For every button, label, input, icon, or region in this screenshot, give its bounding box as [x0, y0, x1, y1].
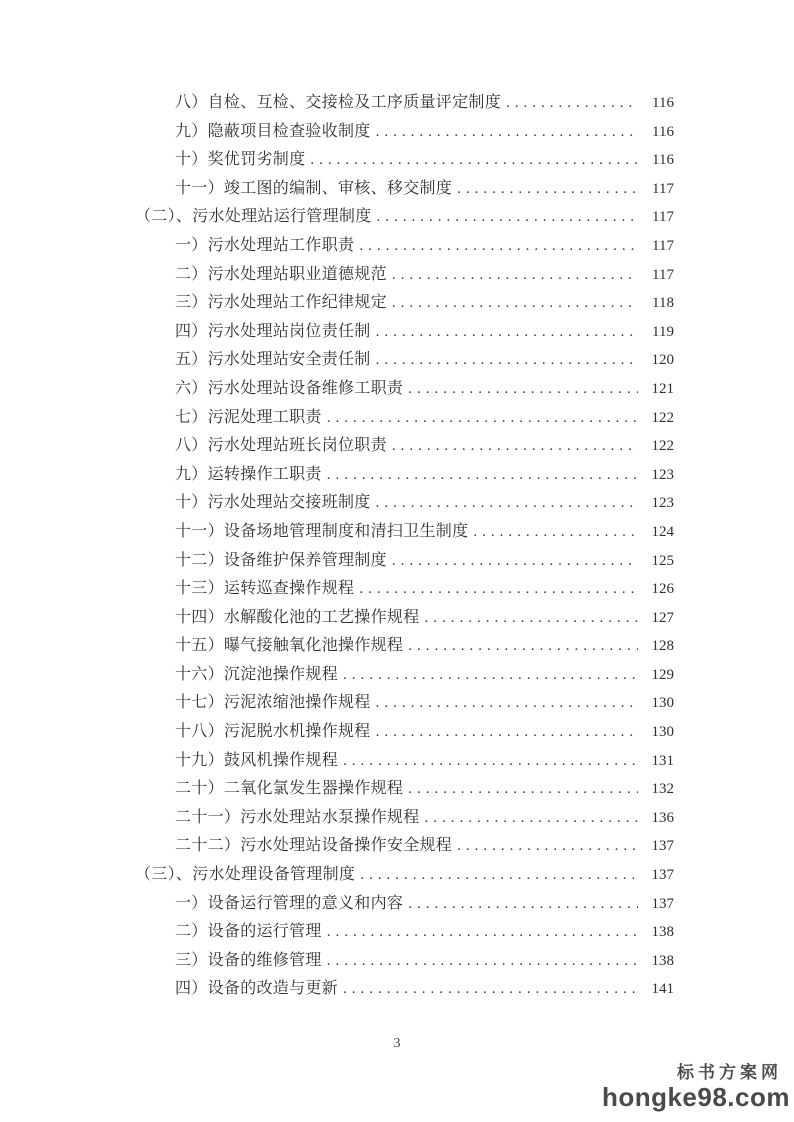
- toc-entry-label: 八）自检、互检、交接检及工序质量评定制度: [175, 94, 502, 111]
- dot-leader: [371, 346, 638, 375]
- toc-entry-label: 十六）沉淀池操作规程: [175, 665, 339, 683]
- dot-leader: [371, 718, 638, 747]
- dot-leader: [387, 261, 638, 290]
- toc-entry[interactable]: [135, 632, 674, 661]
- toc-entry[interactable]: [135, 432, 674, 461]
- toc-entry-page: 137: [651, 838, 674, 855]
- toc-entry-label: 十五）曝气接触氧化池操作规程: [175, 637, 404, 655]
- toc-entry-label: 九）运转操作工职责: [175, 465, 322, 483]
- dot-leader: [371, 489, 638, 518]
- toc-entry-label: 一）设备运行管理的意义和内容: [175, 894, 404, 912]
- toc-entry[interactable]: [135, 175, 674, 204]
- toc-entry[interactable]: [135, 318, 674, 347]
- dot-leader: [354, 575, 638, 604]
- toc-entry[interactable]: [135, 861, 674, 890]
- toc-entry[interactable]: [135, 575, 674, 604]
- dot-leader: [338, 975, 638, 1004]
- toc-entry-page: 117: [652, 266, 674, 283]
- toc-entry-label: 二十一）污水处理站水泵操作规程: [175, 808, 420, 826]
- toc-entry[interactable]: [135, 375, 674, 404]
- toc-entry-page: 122: [651, 409, 674, 426]
- dot-leader: [403, 890, 638, 919]
- watermark-site-domain: hongke98.com: [601, 1082, 790, 1112]
- dot-leader: [420, 604, 638, 633]
- toc-entry[interactable]: [135, 947, 674, 976]
- dot-leader: [452, 175, 638, 204]
- toc-entry-page: 117: [652, 237, 674, 254]
- toc-entry-label: 七）污泥处理工职责: [175, 408, 322, 426]
- dot-leader: [322, 404, 638, 433]
- toc-entry-label: 十）污水处理站交接班制度: [175, 494, 371, 512]
- toc-entry-page: 116: [652, 95, 674, 111]
- toc-entry-page: 126: [651, 581, 674, 598]
- dot-leader: [371, 318, 638, 347]
- dot-leader: [371, 118, 638, 147]
- toc-entry-page: 124: [651, 523, 674, 540]
- toc-entry-page: 117: [652, 209, 674, 226]
- dot-leader: [452, 832, 638, 861]
- toc-entry[interactable]: [135, 604, 674, 633]
- toc-entry-label: 三）设备的维修管理: [175, 951, 322, 969]
- dot-leader: [387, 432, 638, 461]
- dot-leader: [355, 861, 638, 890]
- dot-leader: [501, 89, 638, 118]
- toc-entry[interactable]: [135, 289, 674, 318]
- toc-entry-page: 141: [651, 981, 674, 998]
- toc-entry-page: 125: [651, 552, 674, 569]
- toc-entry[interactable]: [135, 118, 674, 147]
- dot-leader: [468, 518, 638, 547]
- toc-entry-label: 二十二）污水处理站设备操作安全规程: [175, 837, 453, 855]
- toc-entry-label: 十七）污泥浓缩池操作规程: [175, 694, 371, 712]
- toc-entry-page: 122: [651, 438, 674, 455]
- toc-entry-page: 123: [651, 495, 674, 512]
- toc-entry-page: 138: [651, 924, 674, 941]
- toc-entry-label: （二）、污水处理站运行管理制度: [135, 208, 372, 226]
- dot-leader: [322, 918, 638, 947]
- toc-entry-page: 121: [651, 380, 674, 397]
- dot-leader: [338, 747, 638, 776]
- toc-entry-label: 八）污水处理站班长岗位职责: [175, 437, 387, 455]
- toc-entry[interactable]: [135, 89, 674, 118]
- toc-entry-page: 137: [651, 895, 674, 912]
- dot-leader: [403, 375, 638, 404]
- toc-entry-label: 十三）运转巡查操作规程: [175, 580, 355, 598]
- toc-entry-label: （三）、污水处理设备管理制度: [135, 866, 356, 884]
- toc-entry[interactable]: [135, 975, 674, 1004]
- toc-entry[interactable]: [135, 890, 674, 919]
- toc-entry-label: 二）污水处理站职业道德规范: [175, 265, 387, 283]
- toc-entry-page: 130: [651, 695, 674, 712]
- toc-entry-page: 128: [651, 638, 674, 655]
- toc-entry[interactable]: [135, 518, 674, 547]
- watermark-logo: [602, 1064, 790, 1110]
- toc-entry[interactable]: [135, 832, 674, 861]
- toc-entry[interactable]: [135, 261, 674, 290]
- toc-entry-page: 131: [651, 752, 674, 769]
- dot-leader: [372, 203, 638, 232]
- dot-leader: [387, 547, 638, 576]
- toc-entry-page: 132: [651, 781, 674, 798]
- dot-leader: [403, 632, 638, 661]
- toc-entry[interactable]: [135, 489, 674, 518]
- toc-entry[interactable]: [135, 804, 674, 833]
- dot-leader: [322, 461, 638, 490]
- dot-leader: [420, 804, 638, 833]
- dot-leader: [371, 689, 638, 718]
- toc-entry-page: 129: [651, 666, 674, 683]
- toc-entry-label: 一）污水处理站工作职责: [175, 236, 355, 254]
- toc-entry-label: 五）污水处理站安全责任制: [175, 351, 371, 369]
- toc-entry-page: 137: [651, 867, 674, 884]
- page-number: 3: [393, 1036, 401, 1051]
- toc-entry-page: 117: [652, 180, 674, 197]
- toc-entry-page: 119: [652, 323, 674, 340]
- dot-leader: [305, 146, 638, 175]
- toc-entry-label: 十二）设备维护保养管理制度: [175, 551, 387, 569]
- toc-entry[interactable]: [135, 547, 674, 576]
- toc-entry-page: 138: [651, 952, 674, 969]
- toc-entry[interactable]: [135, 661, 674, 690]
- toc-entry-label: 十九）鼓风机操作规程: [175, 751, 339, 769]
- toc-entry[interactable]: [135, 346, 674, 375]
- dot-leader: [338, 661, 638, 690]
- dot-leader: [354, 232, 638, 261]
- toc-entry[interactable]: [135, 404, 674, 433]
- toc-entry[interactable]: [135, 689, 674, 718]
- toc-entry[interactable]: [135, 918, 674, 947]
- toc-entry-label: 四）设备的改造与更新: [175, 980, 339, 998]
- toc-entry-page: 123: [651, 466, 674, 483]
- toc-entry-page: 136: [651, 809, 674, 826]
- dot-leader: [322, 947, 638, 976]
- toc-entry-label: 二十）二氧化氯发生器操作规程: [175, 780, 404, 798]
- toc-entry-label: 二）设备的运行管理: [175, 923, 322, 941]
- toc-entry-page: 116: [652, 152, 674, 169]
- toc-entry-page: 118: [652, 295, 674, 312]
- toc-entry-label: 四）污水处理站岗位责任制: [175, 322, 371, 340]
- toc-entry[interactable]: [135, 775, 674, 804]
- toc-entry[interactable]: [135, 461, 674, 490]
- table-of-contents: [135, 89, 674, 1004]
- toc-entry-page: 127: [651, 609, 674, 626]
- toc-entry-label: 十一）设备场地管理制度和清扫卫生制度: [175, 522, 469, 540]
- toc-entry-label: 六）污水处理站设备维修工职责: [175, 379, 404, 397]
- toc-entry[interactable]: [135, 146, 674, 175]
- toc-entry-label: 十一）竣工图的编制、审核、移交制度: [175, 179, 453, 197]
- toc-entry[interactable]: [135, 747, 674, 776]
- toc-entry-label: 十四）水解酸化池的工艺操作规程: [175, 608, 420, 626]
- watermark-site-name: 标书方案网: [677, 1063, 782, 1082]
- toc-entry-label: 三）污水处理站工作纪律规定: [175, 294, 387, 312]
- toc-entry-page: 116: [652, 123, 674, 140]
- toc-entry-label: 十八）污泥脱水机操作规程: [175, 723, 371, 741]
- toc-entry-label: 十）奖优罚劣制度: [175, 151, 306, 169]
- toc-entry[interactable]: [135, 718, 674, 747]
- dot-leader: [387, 289, 638, 318]
- toc-entry-page: 130: [651, 724, 674, 741]
- toc-entry-page: 120: [651, 352, 674, 369]
- toc-entry-label: 九）隐蔽项目检查验收制度: [175, 122, 371, 140]
- toc-entry[interactable]: [135, 232, 674, 261]
- toc-entry[interactable]: [135, 203, 674, 232]
- dot-leader: [403, 775, 638, 804]
